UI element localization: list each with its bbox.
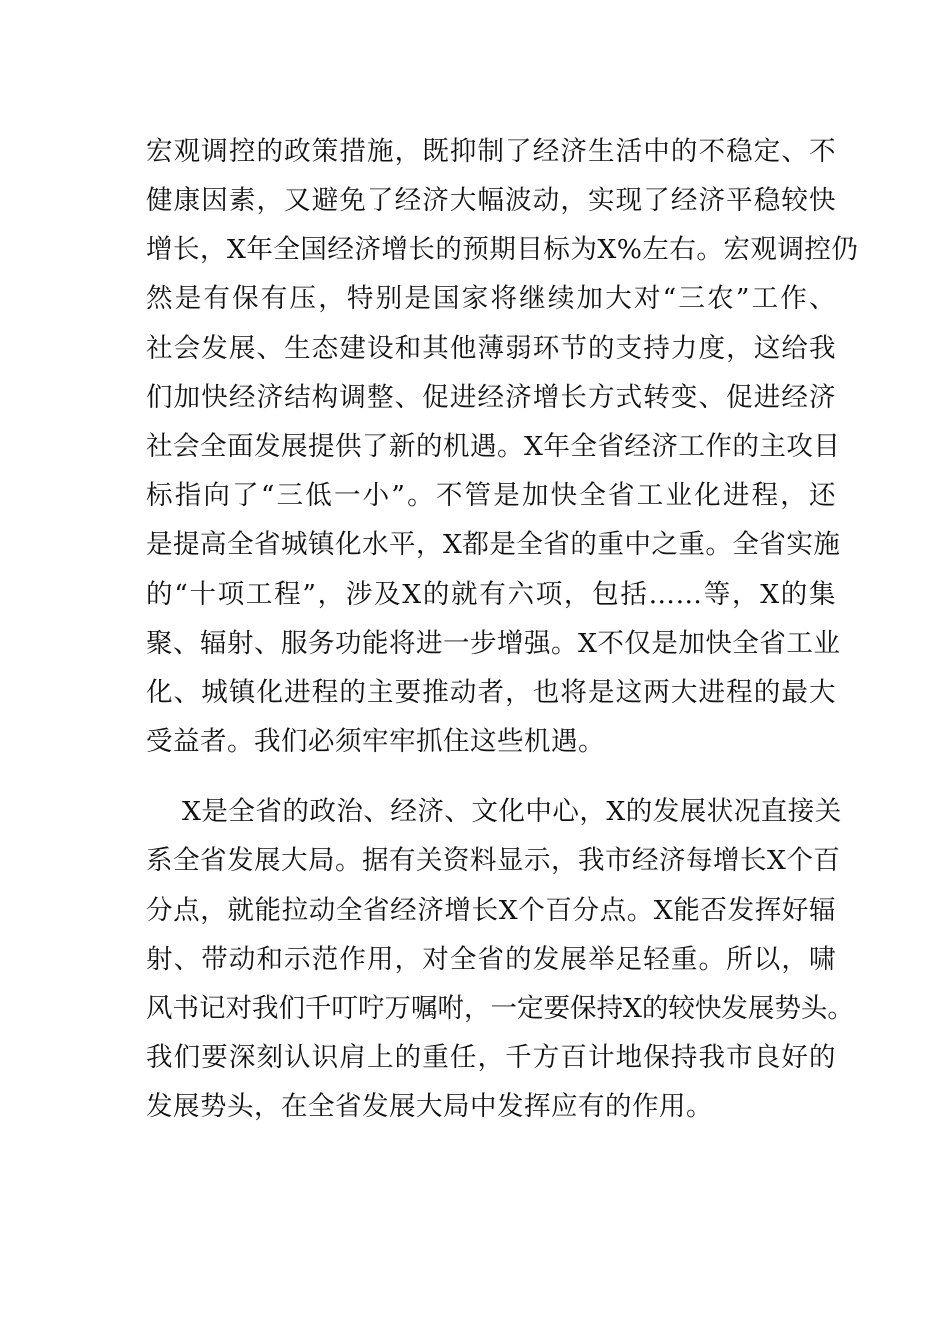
text-line: 标指向了“三低一小”。不管是加快全省工业化进程，还	[146, 480, 836, 511]
text-line: 我们要深刻认识肩上的重任，千方百计地保持我市良好的	[146, 1042, 836, 1073]
text-line: 然是有保有压，特别是国家将继续加大对“三农”工作、	[146, 283, 836, 314]
text-line: 射、带动和示范作用，对全省的发展举足轻重。所以，啸	[146, 944, 836, 975]
text-line: 是提高全省城镇化水平，X都是全省的重中之重。全省实施	[146, 529, 841, 560]
text-line: 分点，就能拉动全省经济增长X个百分点。X能否发挥好辐	[146, 895, 836, 926]
text-line: 健康因素，又避免了经济大幅波动，实现了经济平稳较快	[146, 185, 836, 216]
text-line: 增长，X年全国经济增长的预期目标为X%左右。宏观调控仍	[146, 234, 859, 265]
text-line: 社会全面发展提供了新的机遇。X年全省经济工作的主攻目	[146, 431, 841, 462]
text-line: 发展势头，在全省发展大局中发挥应有的作用。	[146, 1091, 713, 1122]
text-line: 聚、辐射、服务功能将进一步增强。X不仅是加快全省工业	[146, 628, 841, 659]
text-line: 们加快经济结构调整、促进经济增长方式转变、促进经济	[146, 382, 836, 413]
text-line: 社会发展、生态建设和其他薄弱环节的支持力度，这给我	[146, 333, 836, 364]
text-line: 受益者。我们必须牢牢抓住这些机遇。	[146, 726, 605, 757]
text-line: 系全省发展大局。据有关资料显示，我市经济每增长X个百	[146, 845, 841, 876]
text-line: 风书记对我们千叮咛万嘱咐，一定要保持X的较快发展势头。	[146, 993, 854, 1024]
text-line: 化、城镇化进程的主要推动者，也将是这两大进程的最大	[146, 677, 836, 708]
text-line: 的“十项工程”，涉及X的就有六项，包括……等，X的集	[146, 579, 836, 610]
text-line: X是全省的政治、经济、文化中心，X的发展状况直接关	[182, 796, 842, 827]
text-line: 宏观调控的政策措施，既抑制了经济生活中的不稳定、不	[146, 136, 836, 167]
